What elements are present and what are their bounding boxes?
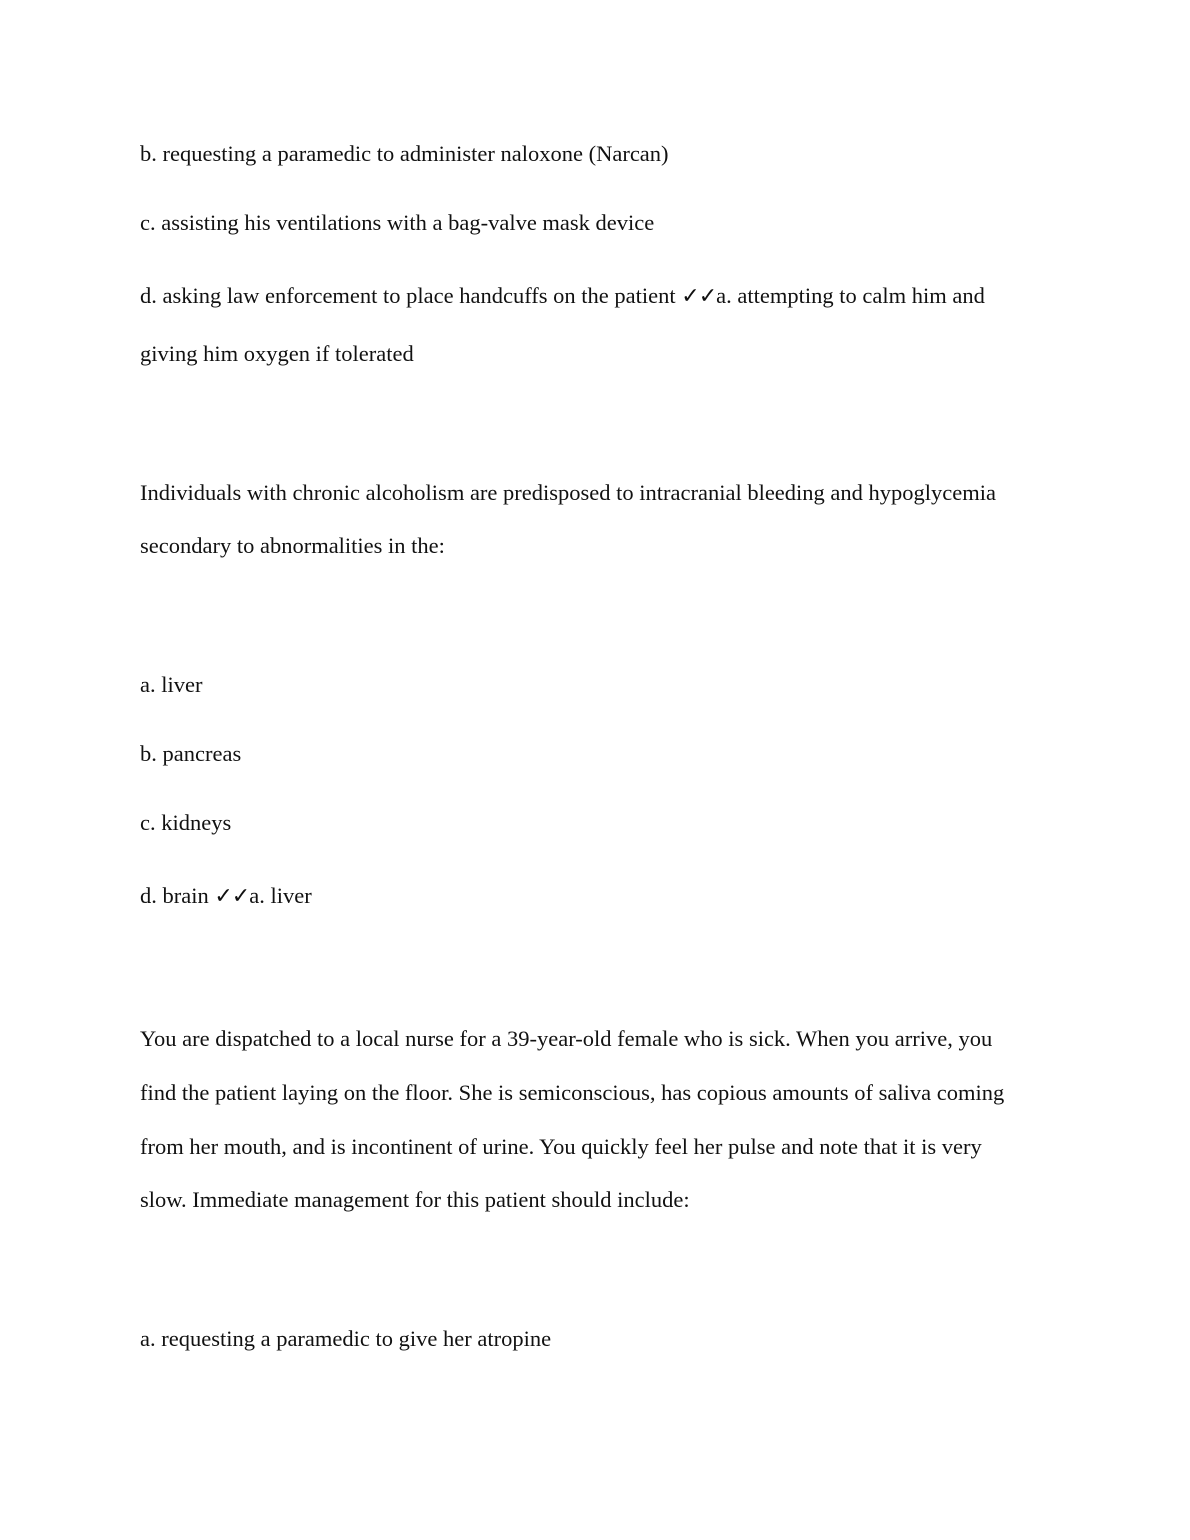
question-stem-line: slow. Immediate management for this patient should include: <box>140 1187 690 1212</box>
answer-text: a. attempting to calm him and <box>716 283 985 308</box>
question-stem-line: You are dispatched to a local nurse for a 39-year-old female who is sick. When you arrive, you <box>140 1026 993 1051</box>
option-d: d. brain <box>140 883 209 908</box>
option-c: c. kidneys <box>140 810 232 835</box>
option-d-with-answer <box>140 269 1050 324</box>
option-d-with-answer <box>140 869 1050 924</box>
option-b: b. pancreas <box>140 741 242 766</box>
question-stem-line: find the patient laying on the floor. She is semiconscious, has copious amounts of saliva coming <box>140 1080 1005 1105</box>
option-a: a. liver <box>140 672 203 697</box>
question-stem-line: Individuals with chronic alcoholism are predisposed to intracranial bleeding and hypoglycemia <box>140 480 996 505</box>
check-mark-icon: ✓✓ <box>681 284 717 309</box>
option-c: c. assisting his ventilations with a bag-valve mask device <box>140 210 655 235</box>
check-mark-icon: ✓✓ <box>214 884 250 909</box>
question-stem-line: from her mouth, and is incontinent of urine. You quickly feel her pulse and note that it is very <box>140 1134 982 1159</box>
option-b: b. requesting a paramedic to administer naloxone (Narcan) <box>140 141 669 166</box>
answer-text: a. liver <box>249 883 312 908</box>
option-a: a. requesting a paramedic to give her atropine <box>140 1326 552 1351</box>
question-stem-line: secondary to abnormalities in the: <box>140 533 445 558</box>
option-d: d. asking law enforcement to place handcuffs on the patient <box>140 283 676 308</box>
answer-continuation: giving him oxygen if tolerated <box>140 341 414 366</box>
